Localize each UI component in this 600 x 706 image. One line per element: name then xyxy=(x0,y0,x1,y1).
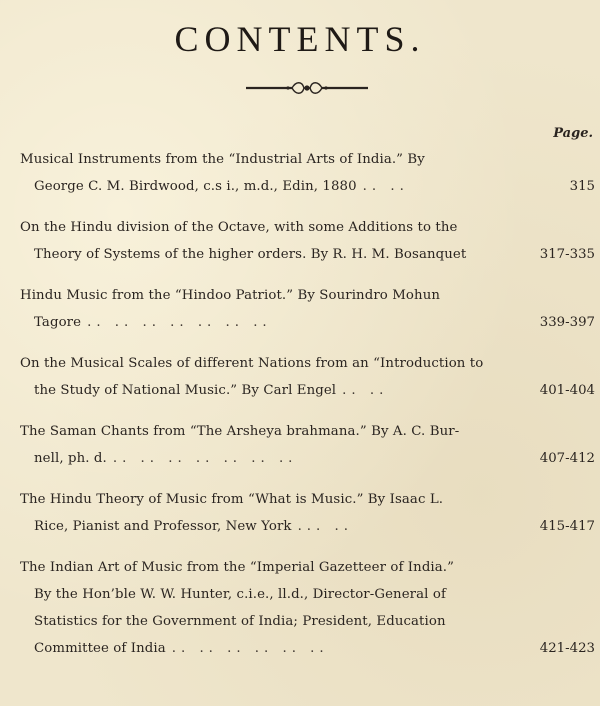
page-number: 315 xyxy=(569,179,595,194)
contents-entry xyxy=(20,146,595,200)
dot-leader: .. .. xyxy=(342,383,389,398)
page-column-heading: Page. xyxy=(553,126,593,141)
entry-line-with-page xyxy=(20,241,595,268)
page-number: 415-417 xyxy=(539,519,595,534)
page-number: 401-404 xyxy=(539,383,595,398)
entry-line: Hindu Music from the “Hindoo Patriot.” By Sourindro Mohun xyxy=(20,288,441,303)
contents-entry xyxy=(20,350,595,404)
entry-line: Statistics for the Government of India; President, Education xyxy=(34,614,446,629)
entry-line-text: Tagore xyxy=(34,315,82,330)
entry-line-with-page xyxy=(20,513,595,540)
dot-leader: .. .. xyxy=(362,179,409,194)
entry-line-text: Theory of Systems of the higher orders. By R. H. M. Bosanquet xyxy=(34,247,467,262)
page-number: 407-412 xyxy=(539,451,595,466)
entry-line-text: Committee of India xyxy=(34,641,166,656)
entry-line: By the Hon’ble W. W. Hunter, c.i.e., ll.d., Director-General of xyxy=(34,587,446,602)
contents-entry xyxy=(20,418,595,472)
entry-line-with-page xyxy=(20,377,595,404)
contents-entry xyxy=(20,554,595,662)
entry-line-text: nell, ph. d. xyxy=(34,451,107,466)
dot-leader: .. .. .. .. .. .. .. xyxy=(112,451,298,466)
dot-leader: ... .. xyxy=(297,519,353,534)
contents-entry xyxy=(20,214,595,268)
page-number: 421-423 xyxy=(539,641,595,656)
entry-line: On the Musical Scales of different Nations from an “Introduction to xyxy=(20,356,484,371)
ornament-divider-icon xyxy=(244,78,370,98)
entry-line: On the Hindu division of the Octave, with some Additions to the xyxy=(20,220,458,235)
entry-line-text: Rice, Pianist and Professor, New York xyxy=(34,519,292,534)
entry-line-with-page xyxy=(20,445,595,472)
entry-line-text: the Study of National Music.” By Carl Engel xyxy=(34,383,337,398)
entry-line-with-page xyxy=(20,309,595,336)
entry-line-text: George C. M. Birdwood, c.s i., m.d., Edin, 1880 xyxy=(34,179,357,194)
dot-leader: .. .. .. .. .. .. xyxy=(171,641,329,656)
entry-line-with-page xyxy=(20,635,595,662)
page-number: 317-335 xyxy=(539,247,595,262)
dot-leader: .. .. .. .. .. .. .. xyxy=(87,315,272,330)
entry-line: The Hindu Theory of Music from “What is Music.” By Isaac L. xyxy=(20,492,444,507)
contents-list xyxy=(20,146,595,676)
entry-line: The Indian Art of Music from the “Imperial Gazetteer of India.” xyxy=(20,560,455,575)
entry-line-with-page xyxy=(20,173,595,200)
contents-entry xyxy=(20,486,595,540)
page-number: 339-397 xyxy=(539,315,595,330)
page-title: CONTENTS. xyxy=(174,19,426,59)
entry-line: The Saman Chants from “The Arsheya brahmana.” By A. C. Bur- xyxy=(20,424,460,439)
entry-line: Musical Instruments from the “Industrial Arts of India.” By xyxy=(20,152,425,167)
contents-entry xyxy=(20,282,595,336)
